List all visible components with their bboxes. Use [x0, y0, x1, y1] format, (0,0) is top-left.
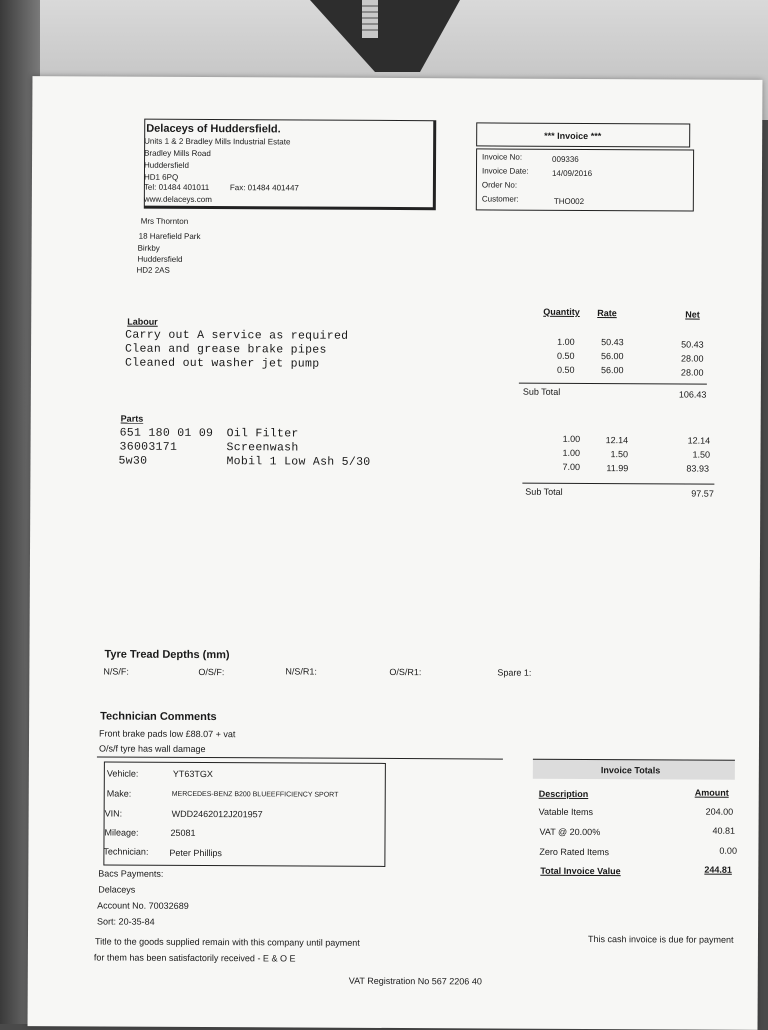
bacs-line: Bacs Payments:	[98, 868, 164, 879]
company-tel: Tel: 01484 401011	[143, 182, 210, 193]
totals-row-label: VAT @ 20.00%	[539, 826, 601, 838]
bacs-line: Sort: 20-35-84	[97, 916, 155, 927]
labour-item-net: 50.43	[681, 339, 704, 350]
invoice-date-label: Invoice Date:	[481, 166, 529, 176]
labour-item-rate: 56.00	[601, 351, 624, 362]
tyre-label-osf: O/S/F:	[198, 666, 225, 678]
vehicle-label: Vehicle:	[106, 768, 139, 779]
invoice-no-value: 009336	[552, 154, 579, 164]
labour-item-rate: 56.00	[600, 365, 624, 376]
tyre-depths-heading: Tyre Tread Depths (mm)	[104, 648, 230, 662]
labour-subtotal-value: 106.43	[678, 389, 707, 400]
vat-registration: VAT Registration No 567 2206 40	[348, 975, 482, 987]
tyre-label-spare: Spare 1:	[497, 667, 532, 678]
total-invoice-value: 244.81	[704, 864, 732, 875]
invoice-sheet	[28, 76, 763, 1030]
cash-invoice-note: This cash invoice is due for payment	[587, 934, 734, 945]
part-desc: Mobil 1 Low Ash 5/30	[226, 455, 371, 469]
net-header: Net	[685, 309, 700, 320]
customer-address-line: Birkby	[137, 243, 160, 253]
totals-row-label: Vatable Items	[538, 806, 594, 818]
company-website: www.delaceys.com	[143, 194, 212, 205]
parts-subtotal-label: Sub Total	[525, 486, 563, 497]
mileage-value: 25081	[170, 827, 196, 838]
labour-item-net: 28.00	[680, 353, 704, 364]
parts-subtotal-rule	[522, 483, 714, 485]
tyre-label-nsr1: N/S/R1:	[285, 666, 317, 677]
rate-header: Rate	[597, 308, 617, 319]
technician-comments-heading: Technician Comments	[100, 710, 217, 724]
clipboard-clip	[300, 0, 470, 75]
totals-row-value: 204.00	[705, 806, 734, 817]
quantity-header: Quantity	[543, 306, 580, 317]
part-rate: 1.50	[610, 449, 629, 460]
vin-value: WDD2462012J201957	[171, 808, 263, 820]
labour-item-qty: 0.50	[557, 350, 575, 361]
terms-line: Title to the goods supplied remain with this company until payment	[94, 936, 360, 948]
part-qty: 1.00	[562, 447, 581, 458]
parts-heading: Parts	[120, 413, 144, 424]
part-net: 1.50	[692, 449, 711, 460]
tyre-label-nsf: N/S/F:	[103, 666, 129, 677]
invoice-heading: *** Invoice ***	[544, 130, 602, 142]
technician-comment: O/s/f tyre has wall damage	[98, 743, 206, 755]
make-value: MERCEDES-BENZ B200 BLUEEFFICIENCY SPORT	[171, 790, 339, 799]
labour-item-qty: 0.50	[556, 364, 575, 375]
totals-row-value: 0.00	[719, 845, 738, 856]
labour-subtotal-rule	[519, 383, 707, 385]
customer-code-label: Customer:	[481, 194, 519, 204]
company-address-line: Huddersfield	[144, 160, 189, 170]
part-desc: Oil Filter	[226, 427, 299, 441]
total-invoice-label: Total Invoice Value	[540, 865, 621, 877]
invoice-no-label: Invoice No:	[482, 152, 523, 162]
customer-address-line: 18 Harefield Park	[138, 231, 201, 241]
vehicle-value: YT63TGX	[172, 768, 213, 780]
labour-item-net: 28.00	[680, 367, 704, 378]
part-rate: 11.99	[606, 463, 629, 474]
totals-amount-header: Amount	[694, 787, 729, 798]
part-code: 651 180 01 09	[119, 426, 214, 441]
company-address-line: HD1 6PQ	[143, 172, 179, 182]
part-code: 5w30	[118, 454, 148, 468]
customer-address-line: HD2 2AS	[136, 265, 170, 275]
labour-item-desc: Cleaned out washer jet pump	[124, 356, 320, 371]
comments-rule	[97, 756, 503, 759]
totals-description-header: Description	[538, 788, 589, 800]
part-qty: 7.00	[562, 461, 581, 472]
mileage-label: Mileage:	[104, 827, 139, 838]
bacs-line: Delaceys	[98, 884, 136, 895]
totals-row-label: Zero Rated Items	[539, 846, 609, 858]
vin-label: VIN:	[104, 808, 123, 819]
technician-comment: Front brake pads low £88.07 + vat	[99, 728, 236, 740]
labour-item-desc: Carry out A service as required	[125, 328, 349, 343]
part-net: 12.14	[687, 435, 711, 446]
totals-row-value: 40.81	[712, 825, 736, 836]
part-qty: 1.00	[562, 433, 581, 444]
labour-heading: Labour	[127, 316, 158, 327]
tyre-label-osr1: O/S/R1:	[389, 666, 422, 678]
bacs-line: Account No. 70032689	[97, 900, 189, 911]
customer-address-line: Huddersfield	[137, 254, 183, 264]
labour-subtotal-label: Sub Total	[522, 386, 561, 397]
parts-subtotal-value: 97.57	[691, 488, 714, 499]
terms-line: for them has been satisfactorily received - E & O E	[93, 952, 296, 964]
labour-item-rate: 50.43	[601, 337, 624, 348]
labour-item-qty: 1.00	[557, 336, 575, 347]
part-code: 36003171	[119, 440, 178, 454]
labour-item-desc: Clean and grease brake pipes	[125, 342, 327, 357]
company-address-line: Bradley Mills Road	[144, 148, 211, 159]
technician-value: Peter Phillips	[169, 847, 222, 859]
make-label: Make:	[106, 788, 132, 799]
technician-label: Technician:	[103, 846, 149, 857]
order-no-label: Order No:	[481, 180, 518, 190]
company-name: Delaceys of Huddersfield.	[146, 122, 281, 136]
company-fax: Fax: 01484 401447	[229, 183, 299, 193]
part-rate: 12.14	[605, 435, 629, 446]
company-address-line: Units 1 & 2 Bradley Mills Industrial Estate	[144, 136, 291, 147]
invoice-date-value: 14/09/2016	[551, 168, 593, 179]
customer-address-line: Mrs Thornton	[140, 216, 189, 226]
part-net: 83.93	[686, 463, 710, 474]
part-desc: Screenwash	[226, 441, 299, 455]
customer-code-value: THO002	[553, 196, 585, 206]
invoice-totals-heading: Invoice Totals	[600, 765, 661, 776]
